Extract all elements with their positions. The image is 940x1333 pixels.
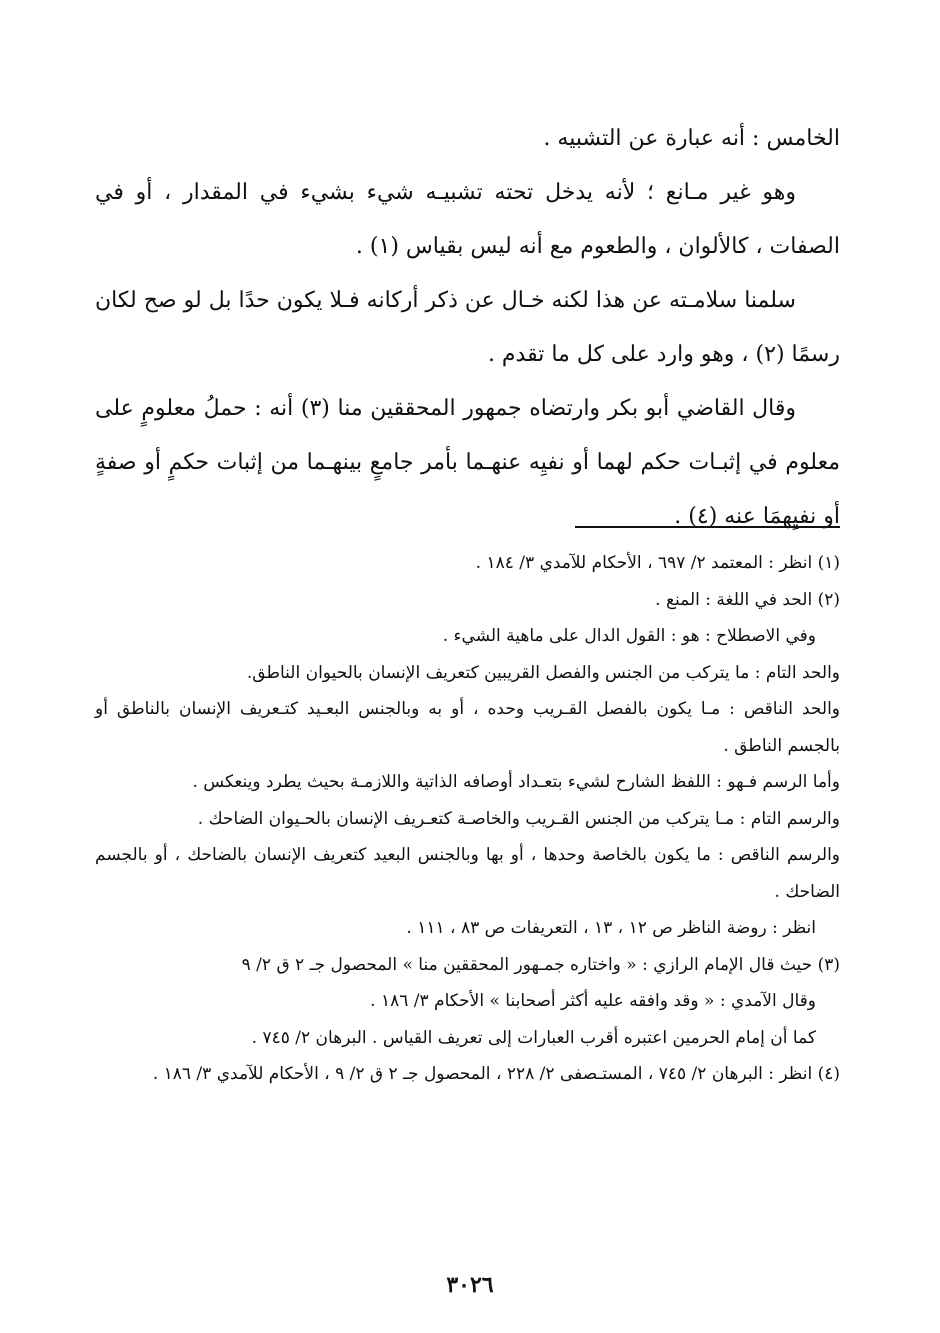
footnotes: [95, 545, 840, 1093]
paragraph-fifth-definition: الخامس : أنه عبارة عن التشبيه .: [543, 126, 840, 151]
page-number: ٣٠٢٦: [446, 1272, 494, 1298]
footnote-2-complete-description: والرسم التام : مـا يتركب من الجنس القـريب والخاصـة كتعـريف الإنسان بالحـيوان الضاحك .: [197, 808, 840, 829]
footnote-1: (١) انظر : المعتمد ٢/ ٦٩٧ ، الأحكام للآمدي ٣/ ١٨٤ .: [475, 553, 840, 573]
footnote-3-amidi: وقال الآمدي : « وقد وافقه عليه أكثر أصحابنا » الأحكام ٣/ ١٨٦ .: [370, 991, 816, 1011]
paragraph-qadi-abu-bakr-definition: وقال القاضي أبو بكر وارتضاه جمهور المحققين منا (٣) أنه : حملُ معلومٍ على معلوم في إثبـات حكم لهما أو نفيِه عنهـما بأمر جامعٍ بينهـما من إثبات حكمٍ أو صفةٍ أو نفيِهمَا عنه (٤) .: [95, 396, 840, 529]
footnote-separator: [575, 526, 840, 528]
footnote-2-terminology: وفي الاصطلاح : هو : القول الدال على ماهية الشيء .: [442, 626, 816, 646]
footnote-2: (٢) الحد في اللغة : المنع .: [655, 589, 840, 610]
footnote-2-description: وأما الرسم فـهو : اللفظ الشارح لشيء بتعـداد أوصافه الذاتية واللازمـة بحيث يطرد وينعكس .: [192, 772, 840, 792]
paragraph-objection-not-exclusive: وهو غير مـانع ؛ لأنه يدخل تحته تشبيـه شيء بشيء في المقدار ، أو في الصفات ، كالألوان ، والطعوم مع أنه ليس بقياس (١) .: [95, 180, 840, 259]
footnote-2-incomplete-definition: والحد الناقص : مـا يكون بالفصل القـريب وحده ، أو به وبالجنس البعـيد كتـعريف الإنسان بالناطق أو بالجسم الناطق .: [95, 699, 840, 756]
footnote-4: (٤) انظر : البرهان ٢/ ٧٤٥ ، المستـصفى ٢/ ٢٢٨ ، المحصول جـ ٢ ق ٢/ ٩ ، الأحكام للآمدي ٣/ ١٨٦ .: [152, 1064, 840, 1084]
footnote-2-references: انظر : روضة الناظر ص ١٢ ، ١٣ ، التعريفات ص ٨٣ ، ١١١ .: [406, 918, 816, 938]
footnote-2-complete-definition: والحد التام : ما يتركب من الجنس والفصل القريبين كتعريف الإنسان بالحيوان الناطق.: [246, 662, 840, 683]
main-text: [95, 112, 840, 544]
footnote-3: (٣) حيث قال الإمام الرازي : « واختاره جمـهور المحققين منا » المحصول جـ ٢ ق ٢/ ٩: [241, 954, 840, 975]
footnote-2-incomplete-description: والرسم الناقص : ما يكون بالخاصة وحدها ، أو بها وبالجنس البعيد كتعريف الإنسان بالضاحك ، أو بالجسم الضاحك .: [95, 845, 840, 902]
footnote-3-imam-haramain: كما أن إمام الحرمين اعتبره أقرب العبارات إلى تعريف القياس . البرهان ٢/ ٧٤٥ .: [251, 1027, 816, 1048]
paragraph-objection-no-pillars: سلمنا سلامـته عن هذا لكنه خـال عن ذكر أركانه فـلا يكون حدًا بل لو صح لكان رسمًا (٢) ، وهو وارد على كل ما تقدم .: [95, 288, 840, 367]
